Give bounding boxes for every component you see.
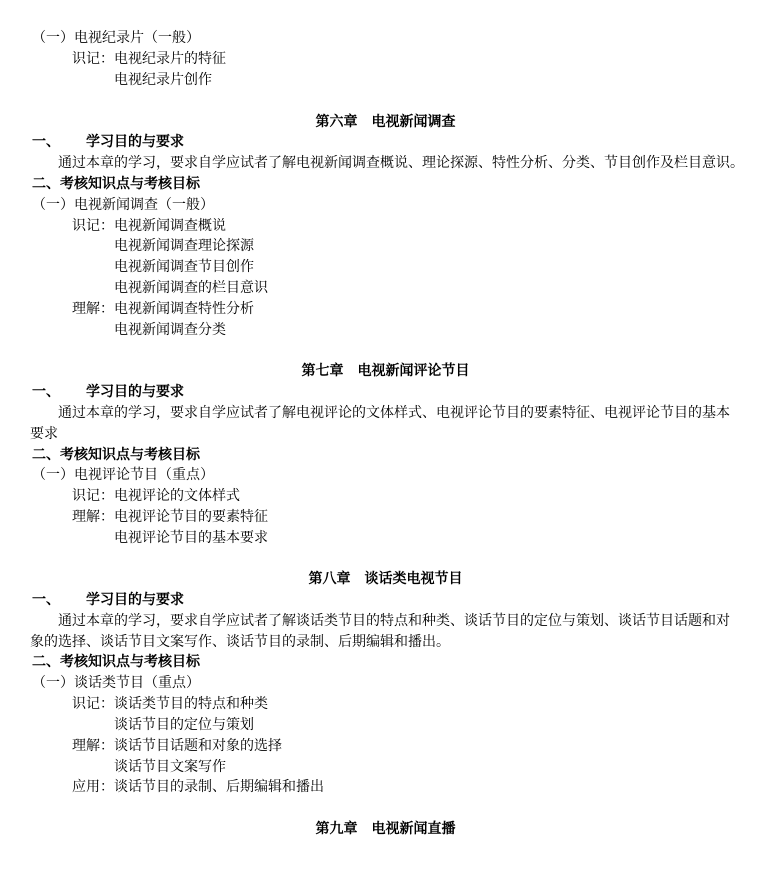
ch6-knowledge-item: 电视新闻调查分类 (114, 322, 226, 338)
ch6-section2-title: 二、考核知识点与考核目标 (32, 176, 200, 192)
ch6-intro: 通过本章的学习，要求自学应试者了解电视新闻调查概说、理论探源、特性分析、分类、节目创作及栏目意识。 (58, 155, 744, 171)
ch7-intro-line2: 要求 (30, 426, 58, 442)
ch6-knowledge-item: 电视新闻调查的栏目意识 (114, 280, 268, 296)
ch6-subsection-heading: （一）电视新闻调查（一般） (32, 197, 214, 213)
ch7-intro-line1: 通过本章的学习，要求自学应试者了解电视评论的文体样式、电视评论节目的要素特征、电视评论节目的基本 (58, 405, 730, 421)
ch6-section1-title: 学习目的与要求 (86, 134, 184, 150)
ch7-knowledge-item: 理解：电视评论节目的要素特征 (72, 509, 268, 525)
ch6-section1-number: 一、 (32, 134, 60, 150)
ch7-section1-number: 一、 (32, 384, 60, 400)
ch8-knowledge-item: 谈话节目的定位与策划 (114, 717, 254, 733)
ch8-subsection-heading: （一）谈话类节目（重点） (32, 675, 200, 691)
ch7-section2-title: 二、考核知识点与考核目标 (32, 447, 200, 463)
ch8-title: 第八章 谈话类电视节目 (308, 571, 463, 587)
ch7-knowledge-item: 电视评论节目的基本要求 (114, 530, 268, 546)
ch7-section1-title: 学习目的与要求 (86, 384, 184, 400)
ch8-knowledge-item: 谈话节目文案写作 (114, 759, 226, 775)
ch8-section2-title: 二、考核知识点与考核目标 (32, 654, 200, 670)
ch6-title: 第六章 电视新闻调查 (315, 114, 456, 130)
ch8-section1-title: 学习目的与要求 (86, 592, 184, 608)
ch8-intro-line1: 通过本章的学习，要求自学应试者了解谈话类节目的特点和种类、谈话节目的定位与策划、谈话节目话题和对 (58, 613, 730, 629)
ch8-knowledge-item: 识记：谈话类节目的特点和种类 (72, 696, 268, 712)
ch9-title: 第九章 电视新闻直播 (315, 821, 456, 837)
ch5-subsection-heading: （一）电视纪录片（一般） (32, 30, 200, 46)
ch7-subsection-heading: （一）电视评论节目（重点） (32, 467, 214, 483)
ch5-knowledge-item: 电视纪录片创作 (114, 72, 212, 88)
ch8-knowledge-item: 理解：谈话节目话题和对象的选择 (72, 738, 282, 754)
ch8-knowledge-item: 应用：谈话节目的录制、后期编辑和播出 (72, 779, 324, 795)
ch6-knowledge-item: 电视新闻调查理论探源 (114, 238, 254, 254)
ch5-knowledge-item: 识记：电视纪录片的特征 (72, 51, 226, 67)
ch6-knowledge-item: 识记：电视新闻调查概说 (72, 218, 226, 234)
ch7-title: 第七章 电视新闻评论节目 (301, 363, 470, 379)
ch7-knowledge-item: 识记：电视评论的文体样式 (72, 488, 240, 504)
ch8-intro-line2: 象的选择、谈话节目文案写作、谈话节目的录制、后期编辑和播出。 (30, 634, 450, 650)
ch8-section1-number: 一、 (32, 592, 60, 608)
ch6-knowledge-item: 电视新闻调查节目创作 (114, 259, 254, 275)
ch6-knowledge-item: 理解：电视新闻调查特性分析 (72, 301, 254, 317)
